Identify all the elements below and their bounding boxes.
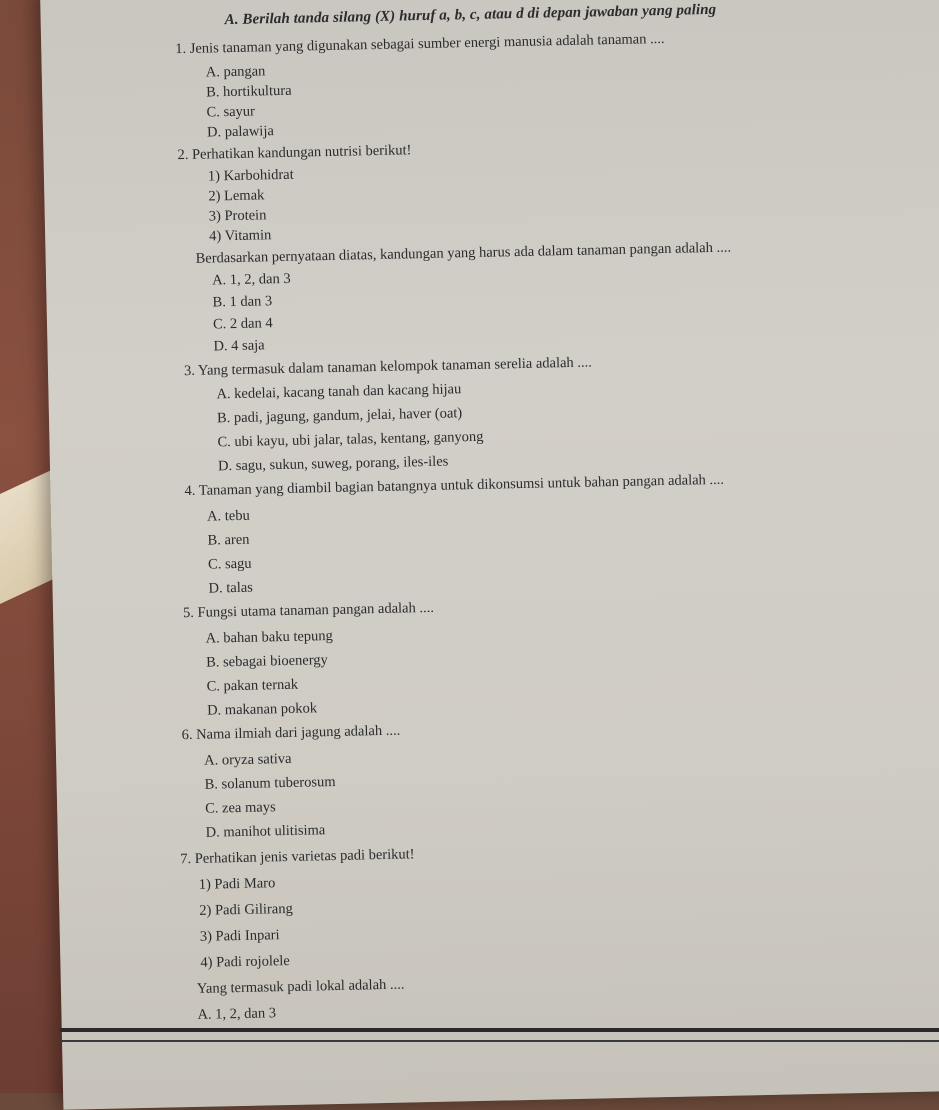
option[interactable]: A. oryza sativa bbox=[204, 750, 292, 769]
question-2 bbox=[177, 142, 411, 164]
option[interactable]: D. manihot ulitisima bbox=[205, 822, 326, 841]
question-text: Perhatikan jenis varietas padi berikut! bbox=[194, 846, 415, 867]
question-number: 3. bbox=[183, 362, 196, 380]
option[interactable]: A. pangan bbox=[205, 63, 266, 81]
worksheet-content bbox=[170, 0, 939, 1023]
question-text: Perhatikan kandungan nutrisi berikut! bbox=[191, 142, 412, 163]
question-number: 7. bbox=[180, 851, 192, 868]
option[interactable]: B. hortikultura bbox=[206, 82, 292, 101]
option[interactable]: B. solanum tuberosum bbox=[204, 773, 336, 793]
question-5 bbox=[183, 600, 434, 622]
option[interactable]: A. 1, 2, dan 3 bbox=[197, 1005, 277, 1023]
list-item: 4) Padi rojolele bbox=[200, 952, 290, 971]
option[interactable]: A. tebu bbox=[206, 507, 250, 525]
question-stem: Berdasarkan pernyataan diatas, kandungan yang harus ada dalam tanaman pangan adalah .... bbox=[195, 239, 732, 267]
option[interactable]: D. palawija bbox=[206, 123, 275, 141]
option[interactable]: B. 1 dan 3 bbox=[212, 293, 273, 311]
option[interactable]: C. sayur bbox=[206, 103, 256, 121]
question-number: 5. bbox=[182, 604, 195, 622]
list-item: 3) Protein bbox=[208, 207, 267, 225]
question-stem: Yang termasuk padi lokal adalah .... bbox=[196, 976, 405, 997]
list-item: 1) Padi Maro bbox=[198, 875, 276, 893]
question-6 bbox=[181, 723, 400, 745]
section-header: A. Berilah tanda silang (X) huruf a, b, c, atau d di depan jawaban yang paling bbox=[224, 1, 717, 29]
option[interactable]: C. pakan ternak bbox=[206, 676, 299, 695]
option[interactable]: D. sagu, sukun, suweg, porang, iles-iles bbox=[217, 453, 449, 475]
question-text: Nama ilmiah dari jagung adalah .... bbox=[195, 722, 401, 743]
question-number: 1. bbox=[175, 40, 187, 58]
question-number: 2. bbox=[177, 146, 189, 164]
option[interactable]: D. makanan pokok bbox=[206, 700, 318, 719]
option[interactable]: B. sebagai bioenergy bbox=[205, 652, 329, 671]
option[interactable]: D. talas bbox=[208, 579, 254, 597]
question-1 bbox=[175, 31, 665, 58]
question-text: Jenis tanaman yang digunakan sebagai sumber energi manusia adalah tanaman .... bbox=[189, 30, 665, 57]
question-number: 4. bbox=[184, 482, 196, 500]
option[interactable]: B. aren bbox=[207, 531, 250, 549]
question-7 bbox=[180, 846, 415, 868]
option[interactable]: A. bahan baku tepung bbox=[205, 628, 334, 647]
question-text: Fungsi utama tanaman pangan adalah .... bbox=[197, 599, 435, 621]
page-divider bbox=[60, 1040, 939, 1042]
option[interactable]: C. 2 dan 4 bbox=[212, 315, 273, 333]
option[interactable]: A. 1, 2, dan 3 bbox=[211, 270, 291, 289]
question-4 bbox=[184, 472, 724, 500]
question-text: Tanaman yang diambil bagian batangnya untuk dikonsumsi untuk bahan pangan adalah .... bbox=[198, 471, 725, 499]
list-item: 2) Lemak bbox=[208, 187, 265, 205]
option[interactable]: A. kedelai, kacang tanah dan kacang hijau bbox=[216, 381, 462, 403]
option[interactable]: C. sagu bbox=[207, 555, 252, 573]
question-text: Yang termasuk dalam tanaman kelompok tanaman serelia adalah .... bbox=[197, 354, 592, 379]
list-item: 2) Padi Gilirang bbox=[199, 900, 293, 919]
page-divider bbox=[60, 1028, 939, 1032]
list-item: 4) Vitamin bbox=[209, 227, 272, 245]
option[interactable]: C. ubi kayu, ubi jalar, talas, kentang, ganyong bbox=[217, 428, 484, 451]
option[interactable]: B. padi, jagung, gandum, jelai, haver (oat) bbox=[216, 405, 463, 427]
option[interactable]: C. zea mays bbox=[205, 799, 276, 817]
question-number: 6. bbox=[181, 726, 193, 744]
worksheet-paper bbox=[40, 0, 939, 1110]
list-item: 3) Padi Inpari bbox=[199, 927, 280, 945]
question-3 bbox=[184, 355, 592, 381]
list-item: 1) Karbohidrat bbox=[207, 166, 294, 185]
option[interactable]: D. 4 saja bbox=[213, 337, 265, 355]
